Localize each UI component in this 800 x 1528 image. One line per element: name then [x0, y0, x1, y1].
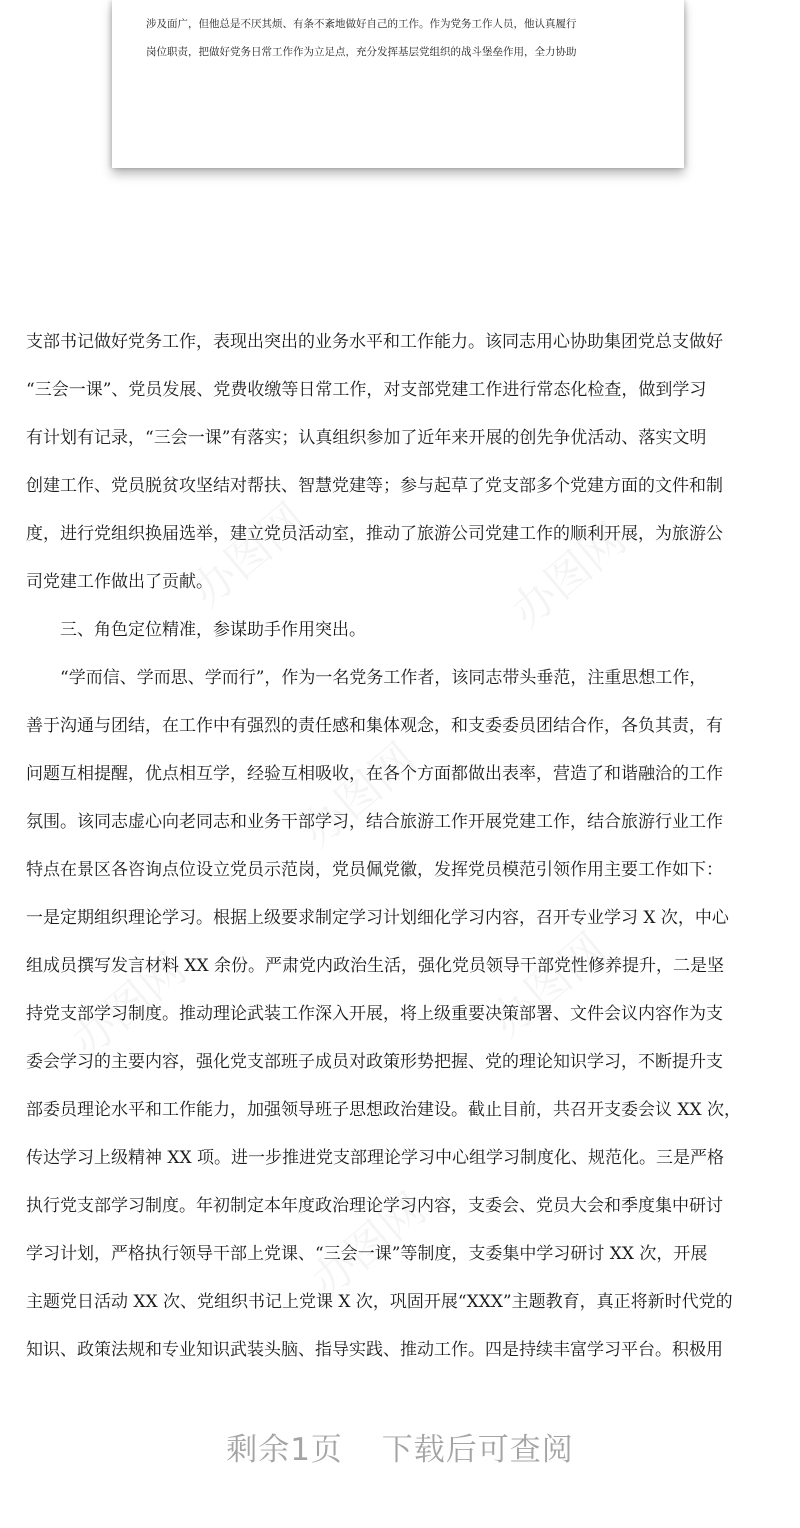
- body-line: 问题互相提醒，优点相互学，经验互相吸收，在各个方面都做出表率，营造了和谐融洽的工作: [26, 764, 723, 784]
- body-line: 组成员撰写发言材料 XX 余份。严肃党内政治生活，强化党员领导干部党性修养提升，二是坚: [26, 956, 725, 976]
- body-line: 主题党日活动 XX 次、党组织书记上党课 X 次，巩固开展“XXX”主题教育，真正将新时代党的: [26, 1292, 733, 1312]
- body-line: 持党支部学习制度。推动理论武装工作深入开展，将上级重要决策部署、文件会议内容作为支: [26, 1004, 723, 1024]
- preview-line: 涉及面广，但他总是不厌其烦、有条不紊地做好自己的工作。作为党务工作人员，他认真履行: [146, 18, 577, 30]
- body-line: 学习计划，严格执行领导干部上党课、“三会一课”等制度，支委集中学习研讨 XX 次，开展: [26, 1244, 708, 1264]
- body-line: 一是定期组织理论学习。根据上级要求制定学习计划细化学习内容，召开专业学习 X 次，中心: [26, 908, 729, 928]
- preview-line: 岗位职责，把做好党务日常工作作为立足点，充分发挥基层党组织的战斗堡垒作用，全力协助: [146, 46, 577, 58]
- body-line: 有计划有记录，“三会一课”有落实；认真组织参加了近年来开展的创先争优活动、落实文明: [26, 428, 707, 448]
- body-line: 知识、政策法规和专业知识武装头脑、指导实践、推动工作。四是持续丰富学习平台。积极用: [26, 1340, 723, 1360]
- body-line: 氛围。该同志虚心向老同志和业务干部学习，结合旅游工作开展党建工作，结合旅游行业工作: [26, 812, 723, 832]
- body-line: 执行党支部学习制度。年初制定本年度政治理论学习内容，支委会、党员大会和季度集中研讨: [26, 1196, 723, 1216]
- body-line: 善于沟通与团结，在工作中有强烈的责任感和集体观念，和支委委员团结合作，各负其责，有: [26, 716, 723, 736]
- body-line: 司党建工作做出了贡献。: [26, 572, 213, 592]
- body-line: 传达学习上级精神 XX 项。进一步推进党支部理论学习中心组学习制度化、规范化。三是严格: [26, 1148, 725, 1168]
- download-notice[interactable]: [0, 1424, 800, 1469]
- document-body: [26, 318, 776, 1374]
- body-line: 创建工作、党员脱贫攻坚结对帮扶、智慧党建等；参与起草了党支部多个党建方面的文件和制: [26, 476, 723, 496]
- preview-text: [146, 10, 654, 66]
- body-line: 部委员理论水平和工作能力，加强领导班子思想政治建设。截止目前，共召开支委会议 XX 次，: [26, 1100, 742, 1120]
- body-line: “三会一课”、党员发展、党费收缴等日常工作，对支部党建工作进行常态化检查，做到学习: [26, 380, 707, 400]
- body-line: 委会学习的主要内容，强化党支部班子成员对政策形势把握、党的理论知识学习，不断提升支: [26, 1052, 723, 1072]
- body-line: “学而信、学而思、学而行”，作为一名党务工作者，该同志带头垂范，注重思想工作，: [60, 668, 707, 688]
- download-to-view-label: 下载后可查阅: [381, 1432, 574, 1468]
- body-line: 特点在景区各咨询点位设立党员示范岗，党员佩党徽，发挥党员模范引领作用主要工作如下：: [26, 860, 723, 880]
- remaining-pages-label: 剩余1页: [226, 1432, 343, 1468]
- body-line: 支部书记做好党务工作，表现出突出的业务水平和工作能力。该同志用心协助集团党总支做好: [26, 332, 723, 352]
- body-line: 度，进行党组织换届选举，建立党员活动室，推动了旅游公司党建工作的顺利开展，为旅游公: [26, 524, 723, 544]
- previous-page-preview: [112, 0, 684, 168]
- section-heading: 三、角色定位精准，参谋助手作用突出。: [60, 620, 366, 640]
